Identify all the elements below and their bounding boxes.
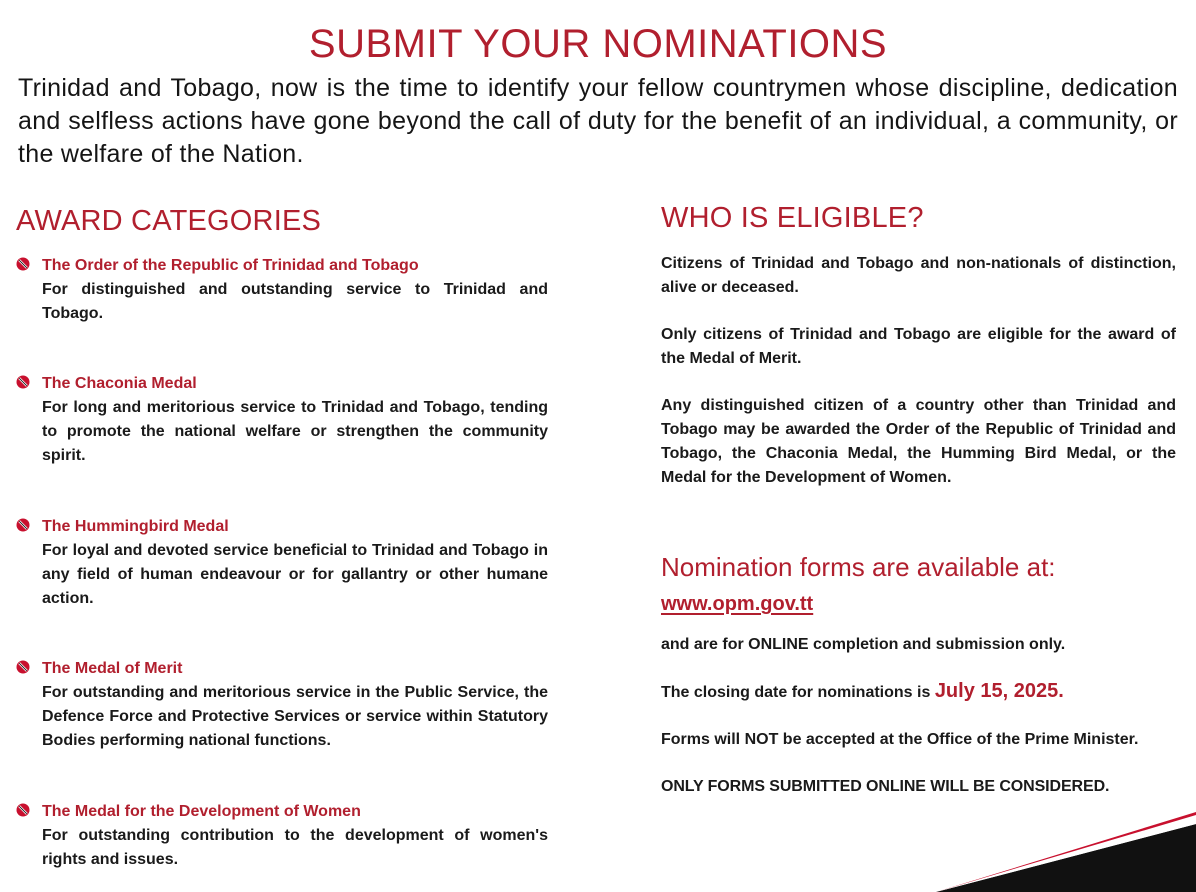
closing-date-value: July 15, 2025. — [934, 680, 1064, 702]
flag-bullet-icon — [16, 803, 30, 817]
flag-bullet-icon — [16, 375, 30, 389]
award-description: For long and meritorious service to Trinidad and Tobago, tending to promote the national welfare or strengthen the community spirit. — [42, 399, 548, 464]
award-description: For loyal and devoted service beneficial to Trinidad and Tobago in any field of human endeavour or for gallantry or other humane action. — [42, 542, 548, 607]
online-only-warning: ONLY FORMS SUBMITTED ONLINE WILL BE CONSIDERED. — [661, 778, 1110, 795]
eligibility-paragraph: Any distinguished citizen of a country other than Trinidad and Tobago may be awarded the Order of the Republic of Trinidad and Tobago, the Chaconia Medal, the Humming Bird Medal, or the Medal for the Development of Women. — [661, 397, 1176, 486]
award-name: The Medal for the Development of Women — [42, 803, 361, 820]
award-name: The Medal of Merit — [42, 660, 183, 677]
intro-paragraph: Trinidad and Tobago, now is the time to identify your fellow countrymen whose discipline, dedication and selfless actions have gone beyond the call of duty for the benefit of an individual, a community, or the welfare of the Nation. — [18, 74, 1178, 168]
not-accepted-note: Forms will NOT be accepted at the Office of the Prime Minister. — [661, 731, 1139, 748]
online-only-note: and are for ONLINE completion and submission only. — [661, 636, 1066, 653]
page-title: SUBMIT YOUR NOMINATIONS — [308, 22, 888, 66]
eligibility-paragraph: Only citizens of Trinidad and Tobago are eligible for the award of the Medal of Merit. — [661, 326, 1176, 367]
eligibility-heading: WHO IS ELIGIBLE? — [661, 202, 924, 234]
flag-bullet-icon — [16, 518, 30, 532]
nomination-forms-heading: Nomination forms are available at: — [661, 552, 1056, 582]
flag-bullet-icon — [16, 660, 30, 674]
award-name: The Chaconia Medal — [42, 375, 197, 392]
closing-date-prefix: The closing date for nominations is — [661, 684, 931, 701]
award-description: For outstanding contribution to the development of women's rights and issues. — [42, 827, 548, 868]
eligibility-paragraph: Citizens of Trinidad and Tobago and non-nationals of distinction, alive or deceased. — [661, 255, 1176, 296]
opm-website-link[interactable]: www.opm.gov.tt — [661, 593, 814, 615]
award-name: The Hummingbird Medal — [42, 518, 229, 535]
award-name: The Order of the Republic of Trinidad and Tobago — [42, 257, 419, 274]
flag-bullet-icon — [16, 257, 30, 271]
award-categories-heading: AWARD CATEGORIES — [16, 205, 322, 237]
award-description: For outstanding and meritorious service in the Public Service, the Defence Force and Protective Services or service within Statutory Bodies performing national functions. — [42, 684, 548, 749]
corner-decoration — [936, 812, 1196, 892]
closing-date-line — [661, 680, 1064, 703]
award-description: For distinguished and outstanding service to Trinidad and Tobago. — [42, 281, 548, 322]
